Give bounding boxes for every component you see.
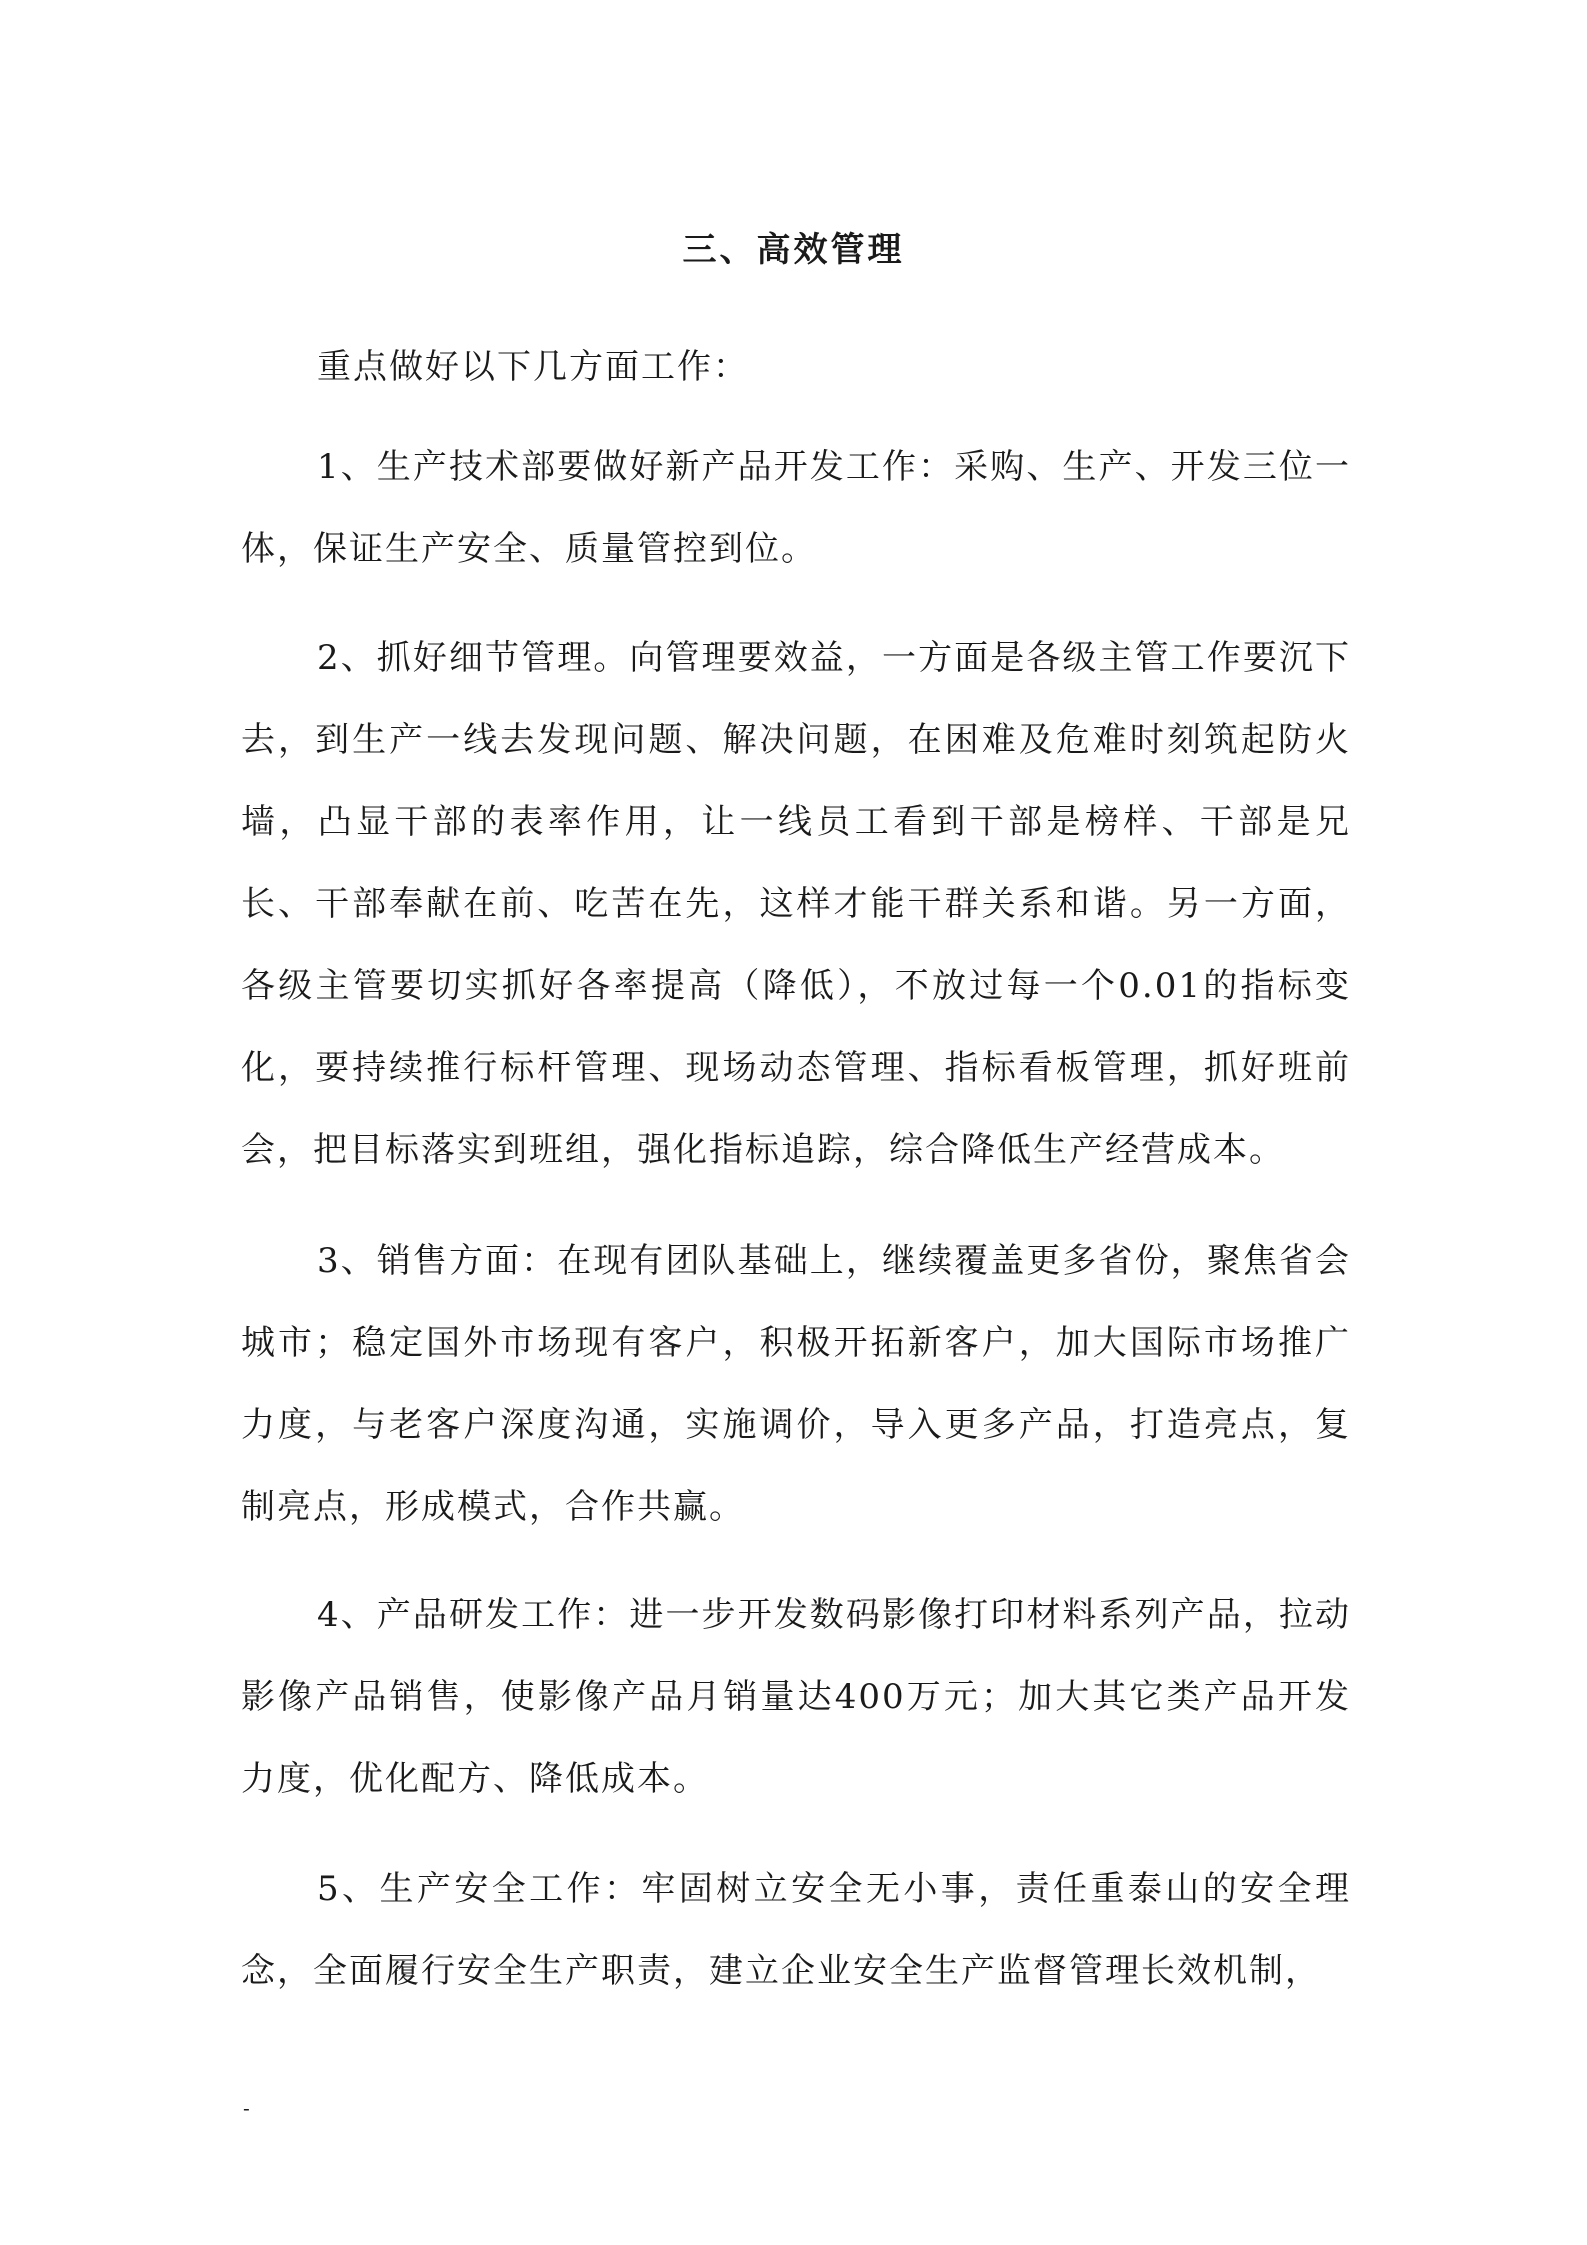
intro-paragraph: 重点做好以下几方面工作：	[317, 347, 749, 387]
paragraph-3-sales: 3、销售方面：在现有团队基础上，继续覆盖更多省份，聚焦省会城市；稳定国外市场现有客户，积极开拓新客户，加大国际市场推广力度，与老客户深度沟通，实施调价，导入更多产品，打造亮点，复制亮点，形成模式，合作共赢。	[241, 1241, 1351, 1527]
section-heading: 三、高效管理	[682, 230, 905, 270]
paragraph-5-safety: 5、生产安全工作：牢固树立安全无小事，责任重泰山的安全理念，全面履行安全生产职责，建立企业安全生产监督管理长效机制，	[241, 1869, 1351, 1991]
footer-mark: -	[243, 2096, 250, 2120]
paragraph-4-research: 4、产品研发工作：进一步开发数码影像打印材料系列产品，拉动影像产品销售，使影像产品月销量达400万元；加大其它类产品开发力度，优化配方、降低成本。	[241, 1595, 1351, 1799]
paragraph-2-detail-management: 2、抓好细节管理。向管理要效益，一方面是各级主管工作要沉下去，到生产一线去发现问题、解决问题，在困难及危难时刻筑起防火墙，凸显干部的表率作用，让一线员工看到干部是榜样、干部是兄长、干部奉献在前、吃苦在先，这样才能干群关系和谐。另一方面，各级主管要切实抓好各率提高（降低），不放过每一个0.01的指标变化，要持续推行标杆管理、现场动态管理、指标看板管理，抓好班前会，把目标落实到班组，强化指标追踪，综合降低生产经营成本。	[241, 638, 1351, 1170]
paragraph-1-product-development: 1、生产技术部要做好新产品开发工作：采购、生产、开发三位一体，保证生产安全、质量管控到位。	[241, 447, 1351, 569]
